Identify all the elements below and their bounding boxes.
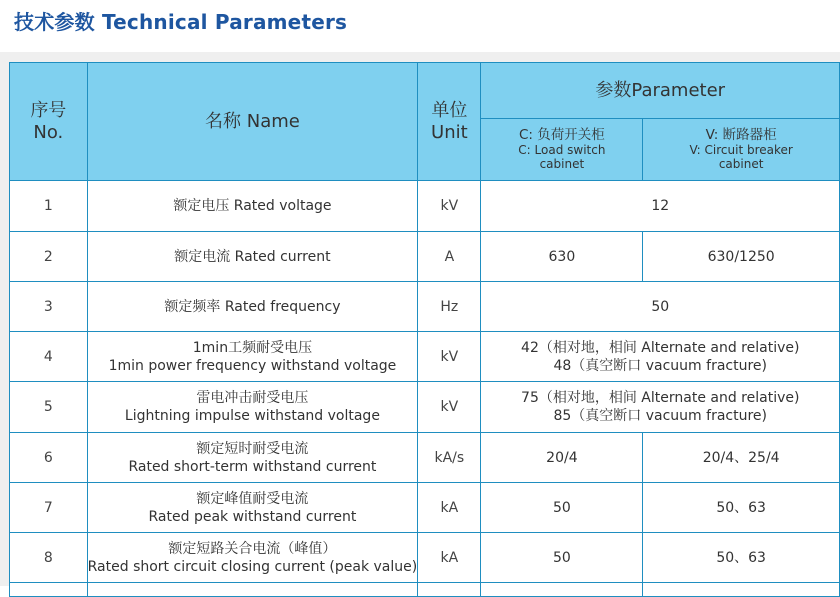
header-no: 序号 No. [10, 63, 88, 181]
table-row [10, 382, 840, 433]
table-row [10, 332, 840, 382]
row-value: 75（相对地，相间 Alternate and relative) 85（真空断口 vacuum fracture) [481, 382, 840, 433]
row-unit: kV [418, 332, 481, 382]
table-row [10, 533, 840, 583]
row-no: 4 [10, 332, 88, 382]
header-row [10, 63, 840, 119]
header-unit: 单位 Unit [418, 63, 481, 181]
row-no: 2 [10, 232, 88, 282]
row-value-v: 50、63 [643, 483, 840, 533]
row-value-c: 20/4 [481, 433, 643, 483]
row-name: 1min工频耐受电压 1min power frequency withstand voltage [87, 332, 418, 382]
row-value: 12 [481, 181, 840, 232]
row-unit: kA [418, 533, 481, 583]
table-row [10, 282, 840, 332]
header-parameter: 参数Parameter [481, 63, 840, 119]
table-row [10, 232, 840, 282]
row-value-v: 50、63 [643, 533, 840, 583]
row-name: 额定电流 Rated current [87, 232, 418, 282]
row-no: 1 [10, 181, 88, 232]
header-col-c: C: 负荷开关柜 C: Load switch cabinet [481, 119, 643, 181]
row-value-v: 630/1250 [643, 232, 840, 282]
row-no: 8 [10, 533, 88, 583]
title-bar [0, 0, 840, 52]
row-value-c: 50 [481, 483, 643, 533]
row-value: 50 [481, 282, 840, 332]
row-unit: kV [418, 382, 481, 433]
row-value: 42（相对地，相间 Alternate and relative) 48（真空断口 vacuum fracture) [481, 332, 840, 382]
page-title: 技术参数 Technical Parameters [14, 10, 348, 34]
row-name: 额定短路关合电流（峰值） Rated short circuit closing current (peak value) [87, 533, 418, 583]
table-row-cut [10, 583, 840, 597]
row-name: 额定频率 Rated frequency [87, 282, 418, 332]
row-no: 5 [10, 382, 88, 433]
row-name: 额定峰值耐受电流 Rated peak withstand current [87, 483, 418, 533]
header-name: 名称 Name [87, 63, 418, 181]
row-value-v: 20/4、25/4 [643, 433, 840, 483]
row-value-c: 630 [481, 232, 643, 282]
table-row [10, 433, 840, 483]
technical-parameters-table [9, 62, 840, 597]
row-unit: kA/s [418, 433, 481, 483]
row-unit: A [418, 232, 481, 282]
row-no: 6 [10, 433, 88, 483]
row-name: 额定短时耐受电流 Rated short-term withstand current [87, 433, 418, 483]
row-no: 3 [10, 282, 88, 332]
header-col-v: V: 断路器柜 V: Circuit breaker cabinet [643, 119, 840, 181]
row-unit: kV [418, 181, 481, 232]
row-unit: Hz [418, 282, 481, 332]
row-name: 额定电压 Rated voltage [87, 181, 418, 232]
table-row [10, 181, 840, 232]
row-name: 雷电冲击耐受电压 Lightning impulse withstand voltage [87, 382, 418, 433]
row-value-c: 50 [481, 533, 643, 583]
table-row [10, 483, 840, 533]
row-unit: kA [418, 483, 481, 533]
row-no: 7 [10, 483, 88, 533]
